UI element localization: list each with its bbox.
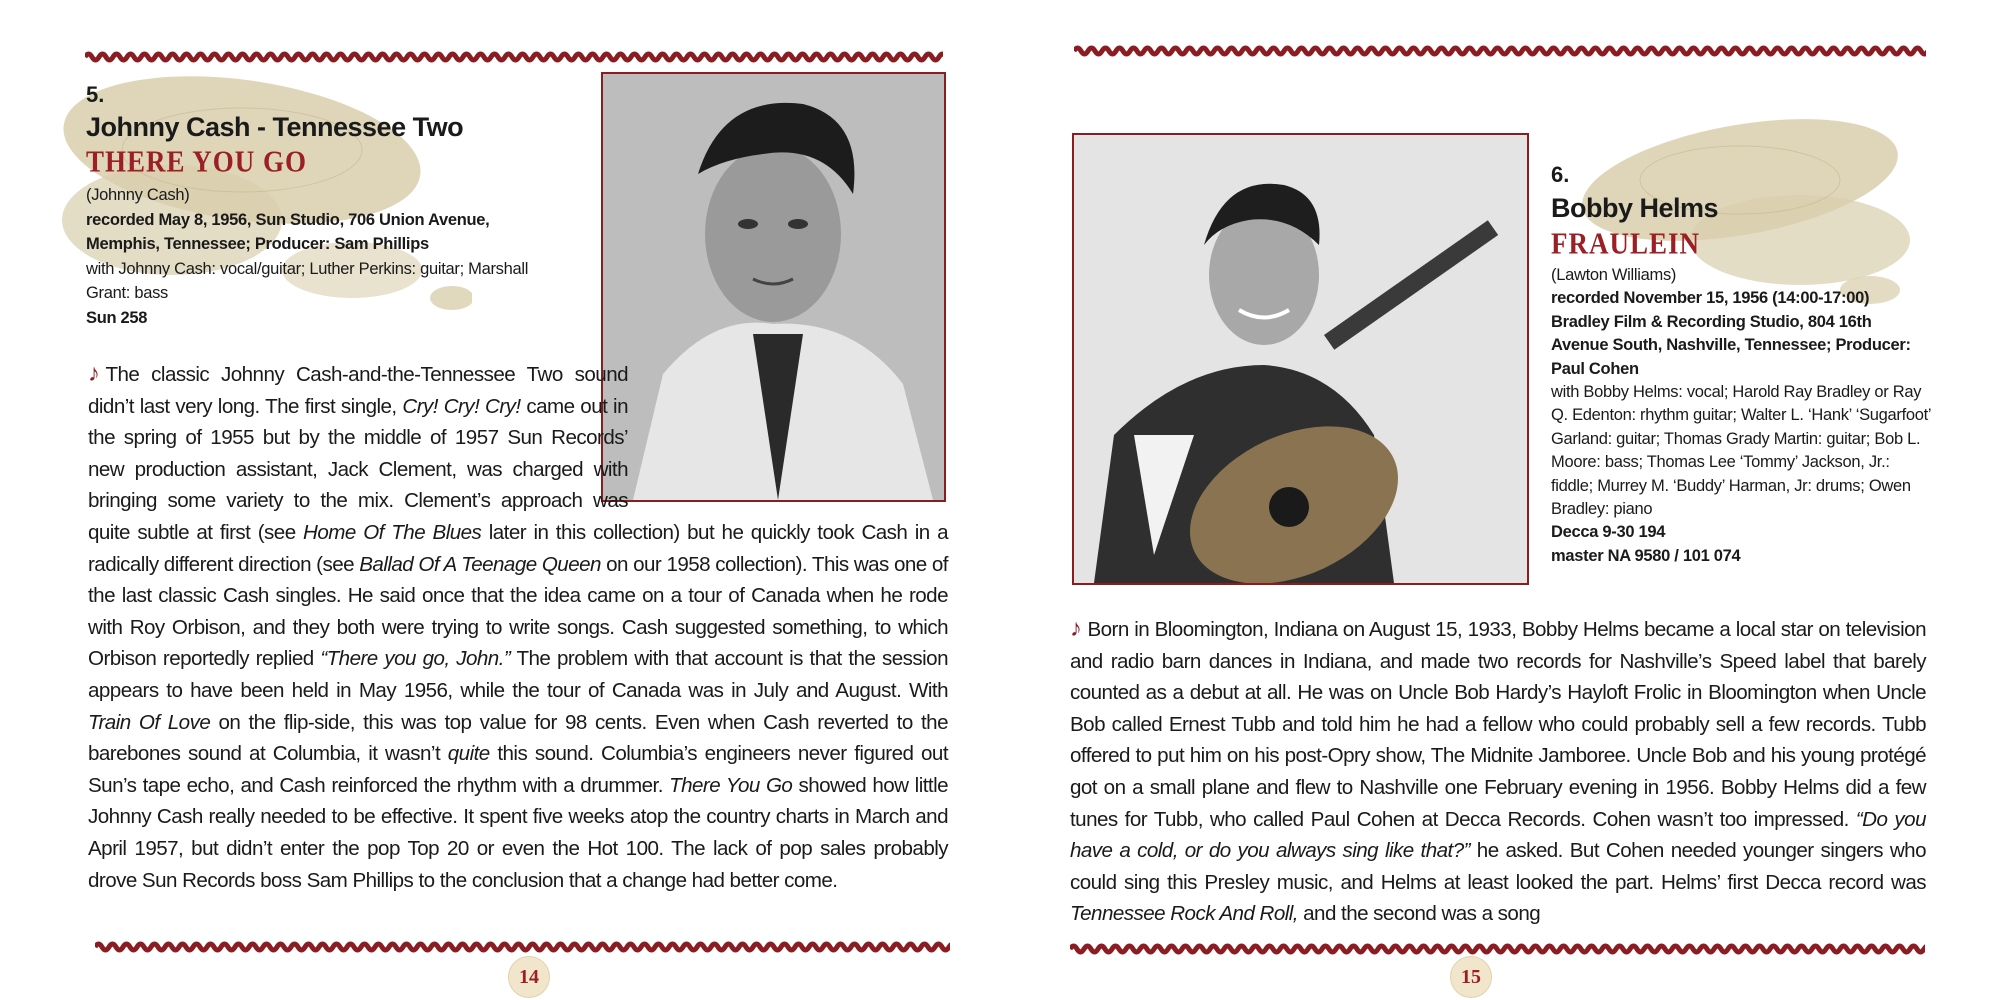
artist-name: Bobby Helms (1551, 193, 1719, 223)
italic-run: There You Go (669, 773, 793, 797)
text-run: later in this collection) but he quickly took Cash in a radically different direction (see (88, 520, 949, 576)
italic-run: Train Of Love (88, 710, 211, 734)
song-title: FRAULEIN (1551, 226, 1701, 261)
text-run: he asked. But Cohen needed younger singers who could sing this Presley music, and Helms at least looked the part. Helms’ first Decca record was (1070, 839, 1926, 894)
text-run: on the flip-side, this was top value for 98 cents. Even when Cash reverted to the barebones sound at Columbia, it wasn’t (88, 710, 948, 766)
page-number: 14 (508, 956, 550, 998)
article-text (1070, 618, 1926, 925)
artist-name: Johnny Cash - Tennessee Two (86, 112, 464, 142)
label-number: Sun 258 (86, 308, 148, 327)
recording-credits (86, 183, 566, 330)
track-number: 6. (1551, 162, 1570, 187)
article-body (88, 358, 948, 896)
italic-run: Tennessee Rock And Roll, (1070, 902, 1298, 926)
song-title: THERE YOU GO (86, 144, 308, 179)
text-run: on our 1958 collection). This was one of the last classic Cash singles. He said once that the idea came on a tour of Canada when he rode with Roy Orbison, and they both were trying to write songs. Cash suggested something, to which Orbison reportedly replied (88, 552, 948, 671)
recording-info: recorded November 15, 1956 (14:00-17:00) Bradley Film & Recording Studio, 804 16th Avenue South, Nashville, Tennessee; Producer: Paul Cohen (1551, 289, 1911, 378)
italic-run: Cry! Cry! Cry! (402, 394, 521, 418)
top-wave-divider (85, 46, 943, 68)
music-note-icon: ♪ (88, 360, 100, 387)
text-run: showed how little Johnny Cash really needed to be effective. It spent five weeks atop the country charts in March and April 1957, but didn’t enter the pop Top 20 or even the Hot 100. The lack of pop sales probably drove Sun Records boss Sam Phillips to the conclusion that a change had better come. (88, 773, 948, 892)
top-wave-divider (1074, 40, 1926, 62)
bottom-wave-divider (95, 936, 950, 958)
composer: (Johnny Cash) (86, 186, 190, 204)
text-run: The classic Johnny Cash-and-the-Tennessee Two sound didn’t last very long. The first single, (88, 363, 628, 418)
italic-run: Home Of The Blues (303, 520, 482, 544)
artist-photo (1072, 133, 1529, 585)
text-run: came out in the spring of 1955 but by the middle of 1957 Sun Records’ new production assistant, Jack Clement, was charged with bringing some variety to the mix. Clement’s approach was quite subtle at first (see (88, 394, 628, 544)
text-run: and the second was a song (1297, 902, 1541, 926)
composer: (Lawton Williams) (1551, 266, 1677, 284)
music-note-icon: ♪ (1070, 615, 1082, 642)
recording-info: recorded May 8, 1956, Sun Studio, 706 Union Avenue, Memphis, Tennessee; Producer: Sam Phillips (86, 210, 490, 253)
italic-run: “Do you have a cold, or do you always sing like that?” (1070, 807, 1926, 863)
personnel: with Johnny Cash: vocal/guitar; Luther Perkins: guitar; Marshall Grant: bass (86, 259, 529, 302)
master-number: master NA 9580 / 101 074 (1551, 546, 1741, 565)
text-run: this sound. Columbia’s engineers never figured out Sun’s tape echo, and Cash reinforced the rhythm with a drummer. (88, 742, 949, 797)
label-number: Decca 9-30 194 (1551, 523, 1666, 542)
italic-run: Ballad Of A Teenage Queen (359, 552, 601, 576)
italic-run: quite (447, 742, 490, 766)
bottom-wave-divider (1070, 938, 1925, 960)
article-body (1070, 613, 1926, 930)
bobby-helms-photo-icon (1074, 135, 1527, 583)
italic-run: “There you go, John.” (320, 647, 511, 671)
text-run: Born in Bloomington, Indiana on August 15, 1933, Bobby Helms became a local star on television and radio barn dances in Indiana, and made two records for Nashville’s Speed label that barely counted as a debut at all. He was on Uncle Bob Hardy’s Hayloft Frolic in Bloomington when Uncle Bob called Ernest Tubb and told him he had a fellow who could probably sell a few records. Tubb offered to put him on his post-Opry show, The Midnite Jamboree. Uncle Bob and his young protégé got on a small plane and flew to Nashville one February evening in 1956. Bobby Helms did a few tunes for Tubb, who called Paul Cohen at Decca Records. Cohen wasn’t too impressed. (1070, 618, 1926, 831)
track-number: 5. (86, 82, 105, 107)
text-run: The problem with that account is that the session appears to have been held in May 1956, while the tour of Canada was in July and August. With (88, 647, 948, 702)
recording-credits (1551, 264, 1931, 568)
page-number: 15 (1450, 956, 1492, 998)
page-right (1000, 0, 2000, 1000)
photo-wrap-spacer (628, 358, 948, 500)
personnel: with Bobby Helms: vocal; Harold Ray Bradley or Ray Q. Edenton: rhythm guitar; Walter L. ‘Hank’ ‘Sugarfoot’ Garland: guitar; Thomas Grady Martin: guitar; Bob L. Moore: bass; Thomas Lee ‘Tommy’ Jackson, Jr.: fiddle; Murrey M. ‘Buddy’ Harman, Jr: drums; Owen Bradley: piano (1551, 383, 1931, 519)
